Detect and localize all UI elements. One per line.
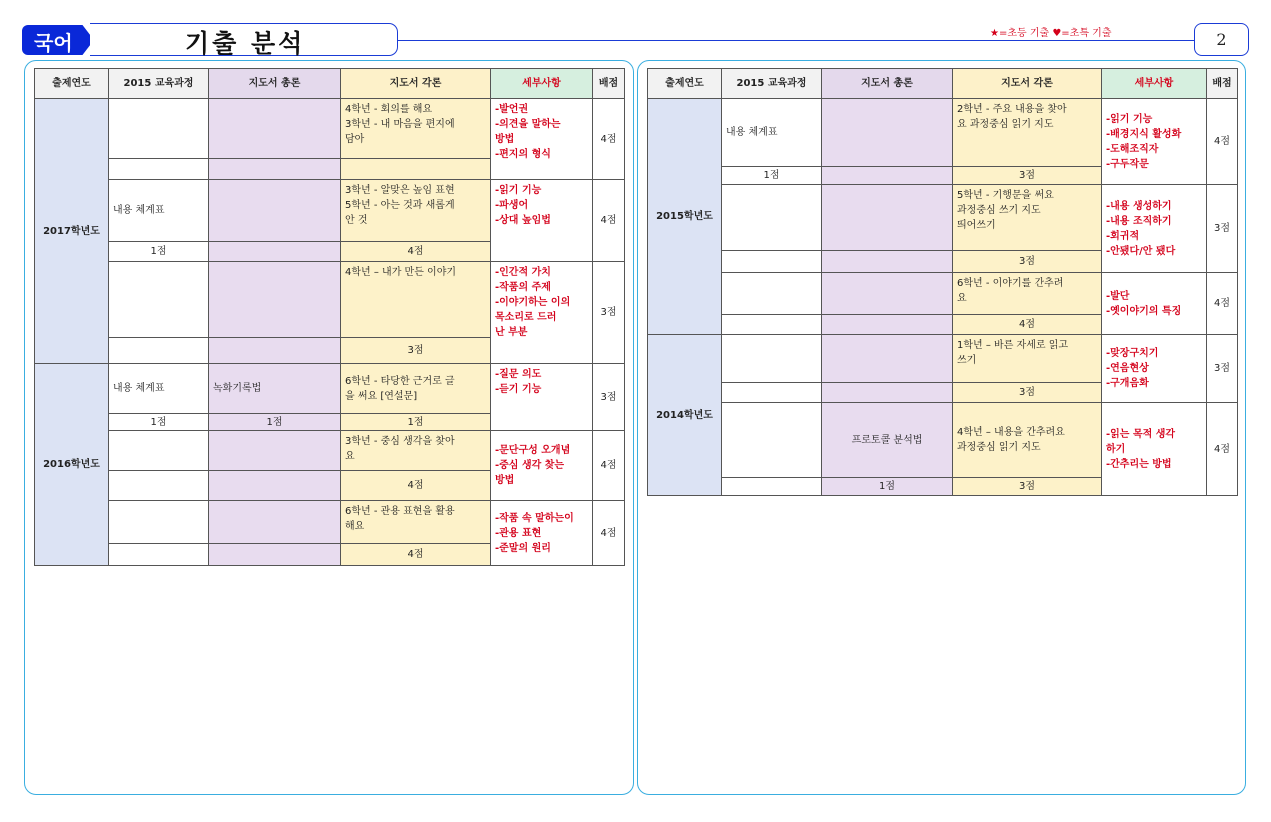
detail-line: -내용 생성하기: [1106, 200, 1172, 212]
detail-line: -인간적 가치: [495, 267, 551, 278]
detail-line: -파생어: [495, 200, 529, 211]
detail-line: -발언권: [495, 104, 529, 115]
header-rule: [398, 40, 1198, 41]
gaklon-line: 을 써요 [연설문]: [345, 390, 418, 402]
chonglon-points-cell: [209, 471, 341, 501]
chonglon-cell: [209, 262, 341, 338]
chonglon-cell: [822, 273, 953, 315]
chonglon-points-cell: [822, 315, 953, 335]
table-row: [35, 364, 625, 414]
chonglon-points-cell: 1점: [209, 414, 341, 431]
detail-line: 방법: [495, 475, 515, 486]
gaklon-cell: [953, 99, 1102, 167]
detail-line: -읽기 기능: [1106, 113, 1153, 125]
gaklon-line: 1학년 – 바른 자세로 읽고: [957, 340, 1069, 351]
detail-line: -의견을 말하는: [495, 119, 561, 130]
table-row: [35, 180, 625, 242]
detail-line: -배경지식 활성화: [1106, 128, 1182, 140]
detail-line: -상대 높임법: [495, 215, 551, 226]
gaklon-line: 4학년 - 회의를 해요: [345, 104, 433, 115]
chonglon-cell: [209, 501, 341, 544]
subject-tag: [22, 25, 94, 55]
gaklon-points-cell: 3점: [953, 478, 1102, 496]
gaklon-line: 해요: [345, 521, 365, 532]
detail-line: 목소리로 드러: [495, 312, 557, 323]
gaklon-cell: [953, 335, 1102, 383]
gaklon-cell: [341, 431, 491, 471]
chonglon-points-cell: [209, 242, 341, 262]
detail-line: -맞장구치기: [1106, 348, 1159, 359]
gaklon-line: 3학년 - 내 마음을 편지에: [345, 119, 455, 130]
detail-line: -도해조직자: [1106, 143, 1159, 155]
score-cell: 4점: [593, 501, 625, 566]
detail-line: -안됐다/안 됐다: [1106, 245, 1176, 257]
gaklon-points-cell: 3점: [953, 383, 1102, 403]
gaklon-points-cell: 4점: [341, 544, 491, 566]
score-cell: 3점: [593, 262, 625, 364]
chonglon-cell: [209, 180, 341, 242]
gaklon-points-cell: 3점: [953, 251, 1102, 273]
chonglon-points-cell: [209, 338, 341, 364]
gaklon-points-cell: 4점: [341, 471, 491, 501]
col-header-detail: 세부사항: [1102, 69, 1207, 99]
curriculum-points-cell: 1점: [109, 242, 209, 262]
header-row: [35, 69, 625, 99]
curriculum-points-cell: 1점: [722, 167, 822, 185]
col-header-chonglon: 지도서 총론: [209, 69, 341, 99]
chonglon-cell: 프로토콜 분석법: [822, 403, 953, 478]
detail-cell: [491, 501, 593, 566]
col-header-detail: 세부사항: [491, 69, 593, 99]
score-cell: 4점: [1207, 403, 1238, 496]
table-row: [35, 99, 625, 159]
gaklon-cell: [953, 273, 1102, 315]
curriculum-points-cell: [722, 251, 822, 273]
gaklon-line: 담아: [345, 134, 365, 145]
gaklon-line: 3학년 - 중심 생각을 찾아: [345, 436, 455, 447]
score-cell: 4점: [593, 99, 625, 180]
col-header-year: 출제연도: [648, 69, 722, 99]
gaklon-line: 5학년 - 아는 것과 새롭게: [345, 200, 455, 211]
table-row: [648, 403, 1238, 478]
gaklon-line: 안 것: [345, 215, 368, 226]
detail-line: -구두작문: [1106, 158, 1149, 170]
chonglon-points-cell: [822, 383, 953, 403]
gaklon-line: 쓰기: [957, 355, 977, 366]
detail-line: -질문 의도: [495, 369, 542, 380]
curriculum-points-cell: [109, 544, 209, 566]
detail-line: -읽는 목적 생각: [1106, 428, 1176, 440]
chonglon-cell: 녹화기록법: [209, 364, 341, 414]
exam-table-left: [34, 68, 625, 566]
chonglon-points-cell: [209, 544, 341, 566]
detail-line: 난 부분: [495, 327, 528, 338]
header-row: [648, 69, 1238, 99]
gaklon-line: 5학년 - 기행문을 써요: [957, 190, 1054, 201]
score-cell: 4점: [593, 431, 625, 501]
detail-line: -구개음화: [1106, 378, 1149, 389]
chonglon-points-cell: [822, 167, 953, 185]
detail-cell: [1102, 185, 1207, 273]
gaklon-points-cell: 1점: [341, 414, 491, 431]
detail-cell: [1102, 99, 1207, 185]
detail-cell: [1102, 403, 1207, 496]
gaklon-cell: [341, 262, 491, 338]
gaklon-line: 과정중심 읽기 지도: [957, 442, 1041, 453]
score-cell: 3점: [593, 364, 625, 431]
curriculum-cell: 내용 체계표: [722, 99, 822, 167]
detail-line: -읽기 기능: [495, 185, 542, 196]
score-cell: 4점: [593, 180, 625, 262]
table-row: [35, 431, 625, 471]
detail-line: -내용 조직하기: [1106, 215, 1172, 227]
detail-line: -연음현상: [1106, 363, 1149, 374]
detail-cell: [491, 180, 593, 262]
curriculum-cell: [109, 501, 209, 544]
score-cell: 3점: [1207, 185, 1238, 273]
gaklon-cell: [953, 185, 1102, 251]
detail-cell: [491, 431, 593, 501]
table-row: [648, 99, 1238, 167]
chonglon-cell: [822, 99, 953, 167]
col-header-curriculum: 2015 교육과정: [109, 69, 209, 99]
detail-line: -간추리는 방법: [1106, 458, 1172, 470]
curriculum-points-cell: [109, 338, 209, 364]
gaklon-cell: [953, 403, 1102, 478]
curriculum-cell: 내용 체계표: [109, 180, 209, 242]
detail-line: -준말의 원리: [495, 542, 551, 554]
detail-line: -편지의 형식: [495, 149, 551, 160]
curriculum-cell: [722, 335, 822, 383]
curriculum-cell: [722, 273, 822, 315]
curriculum-points-cell: [109, 159, 209, 180]
detail-cell: [1102, 335, 1207, 403]
curriculum-points-cell: 1점: [109, 414, 209, 431]
detail-line: 방법: [495, 134, 515, 145]
chonglon-cell: [209, 431, 341, 471]
detail-line: -듣기 기능: [495, 384, 542, 395]
year-cell: 2015학년도: [648, 99, 722, 335]
gaklon-points-cell: 3점: [341, 338, 491, 364]
detail-line: 하기: [1106, 443, 1126, 455]
detail-line: -발단: [1106, 290, 1130, 302]
score-cell: 4점: [1207, 99, 1238, 185]
gaklon-line: 6학년 - 이야기를 간추려: [957, 278, 1064, 289]
gaklon-line: 2학년 - 주요 내용을 찾아: [957, 104, 1067, 115]
detail-line: -문단구성 오개념: [495, 445, 571, 456]
detail-line: -옛이야기의 특징: [1106, 305, 1182, 317]
chonglon-cell: [209, 99, 341, 159]
gaklon-line: 과정중심 쓰기 지도: [957, 205, 1041, 216]
gaklon-line: 띄어쓰기: [957, 220, 996, 231]
gaklon-line: 요: [957, 293, 967, 304]
gaklon-line: 6학년 - 관용 표현을 활용: [345, 506, 455, 517]
col-header-score: 배점: [1207, 69, 1238, 99]
curriculum-cell: [109, 431, 209, 471]
table-row: [648, 335, 1238, 383]
detail-line: -이야기하는 이의: [495, 297, 571, 308]
page-number: 2: [1194, 23, 1249, 56]
gaklon-line: 6학년 - 타당한 근거로 글: [345, 375, 455, 387]
chonglon-points-cell: [822, 251, 953, 273]
gaklon-cell: [341, 99, 491, 159]
gaklon-line: 4학년 – 내가 만든 이야기: [345, 267, 457, 278]
detail-cell: [1102, 273, 1207, 335]
col-header-chonglon: 지도서 총론: [822, 69, 953, 99]
gaklon-cell: [341, 180, 491, 242]
curriculum-points-cell: [722, 478, 822, 496]
chonglon-cell: [822, 185, 953, 251]
year-cell: 2014학년도: [648, 335, 722, 496]
detail-cell: [491, 364, 593, 431]
gaklon-cell: [341, 501, 491, 544]
subject-label: 국어: [34, 31, 73, 55]
table-row: [35, 501, 625, 544]
table-row: [648, 273, 1238, 315]
curriculum-cell: [722, 403, 822, 478]
curriculum-cell: [722, 185, 822, 251]
chonglon-points-cell: 1점: [822, 478, 953, 496]
col-header-year: 출제연도: [35, 69, 109, 99]
detail-line: -작품 속 말하는이: [495, 512, 574, 524]
year-cell: 2016학년도: [35, 364, 109, 566]
gaklon-cell: [341, 364, 491, 414]
table-row: [648, 185, 1238, 251]
legend-text: ★=초등 기출 ♥=초특 기출: [990, 28, 1112, 39]
chonglon-points-cell: [209, 159, 341, 180]
gaklon-points-cell: [341, 159, 491, 180]
gaklon-line: 요 과정중심 읽기 지도: [957, 119, 1054, 130]
detail-line: -회귀적: [1106, 230, 1140, 242]
gaklon-line: 3학년 - 알맞은 높임 표현: [345, 185, 455, 196]
gaklon-points-cell: 3점: [953, 167, 1102, 185]
gaklon-line: 4학년 – 내용을 간추려요: [957, 427, 1065, 438]
detail-cell: [491, 262, 593, 364]
year-cell: 2017학년도: [35, 99, 109, 364]
col-header-score: 배점: [593, 69, 625, 99]
col-header-curriculum: 2015 교육과정: [722, 69, 822, 99]
gaklon-points-cell: 4점: [953, 315, 1102, 335]
curriculum-cell: [109, 262, 209, 338]
curriculum-points-cell: [722, 315, 822, 335]
gaklon-points-cell: 4점: [341, 242, 491, 262]
curriculum-points-cell: [722, 383, 822, 403]
curriculum-points-cell: [109, 471, 209, 501]
page-title: 기출 분석: [185, 29, 306, 58]
curriculum-cell: [109, 99, 209, 159]
chonglon-cell: [822, 335, 953, 383]
col-header-gaklon: 지도서 각론: [341, 69, 491, 99]
score-cell: 4점: [1207, 273, 1238, 335]
detail-line: -관용 표현: [495, 527, 542, 539]
detail-line: -중심 생각 찾는: [495, 460, 565, 471]
exam-table-right: [647, 68, 1238, 496]
gaklon-line: 요: [345, 451, 355, 462]
score-cell: 3점: [1207, 335, 1238, 403]
curriculum-cell: 내용 체계표: [109, 364, 209, 414]
col-header-gaklon: 지도서 각론: [953, 69, 1102, 99]
detail-line: -작품의 주제: [495, 282, 551, 293]
table-row: [35, 262, 625, 338]
detail-cell: [491, 99, 593, 180]
